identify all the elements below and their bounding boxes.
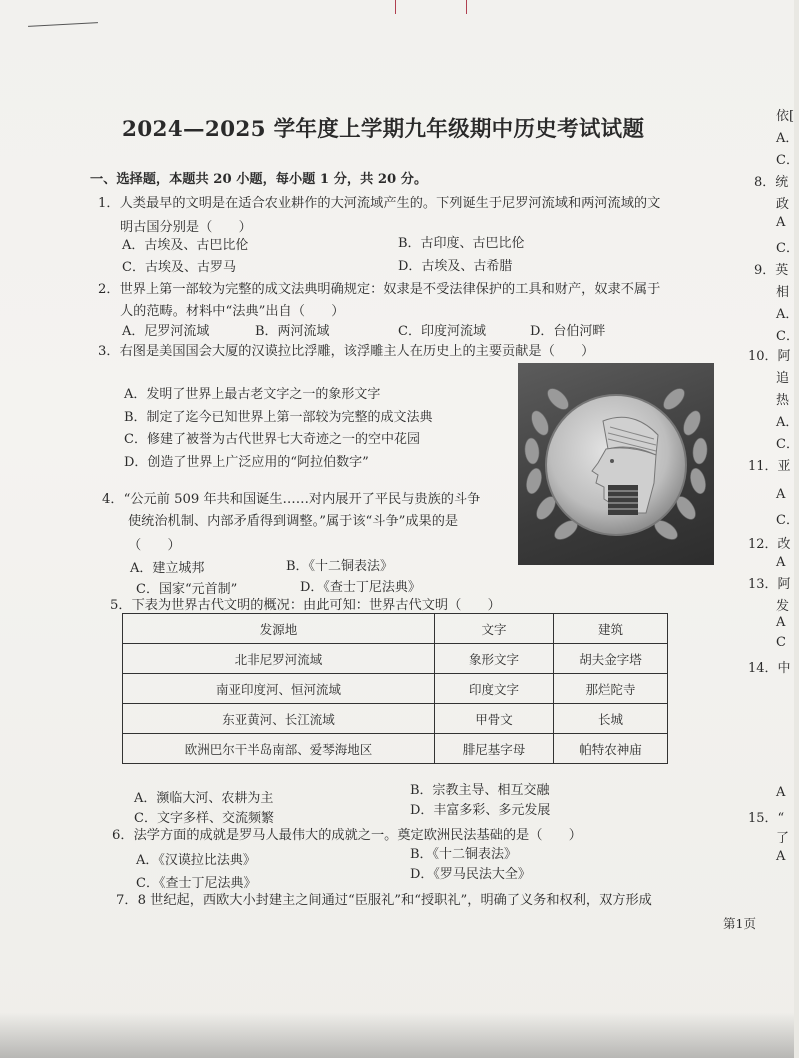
fragment-text: C． (776, 329, 799, 344)
hammurabi-relief-image (518, 363, 714, 565)
q3-option-b: B．制定了迄今已知世界上第一部较为完整的成文法典 (124, 410, 433, 425)
q4-stem-cont2: （ ） (128, 538, 181, 553)
fragment-text: 12．改 (748, 537, 791, 552)
table-header-cell: 发源地 (123, 614, 435, 644)
fragment-text: 发 (776, 599, 790, 614)
table-header-row (123, 614, 668, 644)
page-number: 第1页 (723, 916, 756, 931)
table-cell: 象形文字 (435, 644, 554, 674)
q4-stem: 4．“公元前 509 年共和国诞生……对内展开了平民与贵族的斗争 (102, 492, 481, 507)
fragment-text: C． (776, 153, 799, 168)
q5-option-d: D．丰富多彩、多元发展 (410, 803, 551, 818)
q6-option-b: B．《十二铜表法》 (410, 847, 518, 862)
table-row (123, 734, 668, 764)
table-cell: 欧洲巴尔干半岛南部、爱琴海地区 (123, 734, 435, 764)
fragment-text: 相 (776, 285, 790, 300)
fragment-text: A (776, 785, 786, 800)
bottom-shadow (0, 1012, 794, 1058)
q1-option-b: B．古印度、古巴比伦 (398, 236, 525, 251)
fragment-text: 追 (776, 371, 790, 386)
civilizations-table (122, 613, 668, 764)
relief-portrait-icon (518, 363, 714, 565)
top-edge-line (28, 22, 98, 27)
fragment-text: A (776, 615, 786, 630)
q1-option-a: A．古埃及、古巴比伦 (122, 238, 249, 253)
fragment-text: A (776, 555, 786, 570)
fragment-text: A (776, 487, 786, 502)
q1-stem-cont: 明古国分别是（ ） (120, 220, 252, 235)
q1-option-c: C．古埃及、古罗马 (122, 260, 236, 275)
table-row (123, 704, 668, 734)
fragment-text: 热 (776, 393, 790, 408)
fragment-text: A． (776, 415, 799, 430)
table-cell: 东亚黄河、长江流域 (123, 704, 435, 734)
fragment-text: 13．阿 (748, 577, 791, 592)
table-cell: 北非尼罗河流域 (123, 644, 435, 674)
q1-option-d: D．古埃及、古希腊 (398, 259, 513, 274)
q6-option-a: A．《汉谟拉比法典》 (136, 853, 256, 868)
top-edge-mark (395, 0, 467, 14)
q5-stem: 5．下表为世界古代文明的概况：由此可知：世界古代文明（ ） (110, 598, 501, 613)
q1-stem: 1．人类最早的文明是在适合农业耕作的大河流域产生的。下列诞生于尼罗河流域和两河流域的文 (98, 196, 661, 211)
table-row (123, 644, 668, 674)
fragment-text: 10．阿 (748, 349, 791, 364)
fragment-text: C． (776, 513, 799, 528)
table-cell: 胡夫金字塔 (554, 644, 668, 674)
fragment-text: 政 (776, 197, 790, 212)
fragment-text: 8．统 (754, 175, 789, 190)
table-cell: 帕特农神庙 (554, 734, 668, 764)
fragment-text: 9．英 (754, 263, 789, 278)
fragment-text: A． (776, 131, 799, 146)
table-cell: 那烂陀寺 (554, 674, 668, 704)
fragment-text: A (776, 215, 786, 230)
q5-option-a: A．濒临大河、农耕为主 (134, 791, 274, 806)
q6-option-d: D．《罗马民法大全》 (410, 867, 531, 882)
q4-option-a: A．建立城邦 (130, 561, 205, 576)
fragment-text: A． (776, 307, 799, 322)
q5-option-b: B．宗教主导、相互交融 (410, 783, 550, 798)
q2-option-c: C．印度河流域 (398, 324, 486, 339)
fragment-text: 15．“ (748, 811, 785, 826)
q4-stem-cont: 使统治机制、内部矛盾得到调整。”属于该“斗争”成果的是 (128, 514, 459, 529)
table-header-cell: 建筑 (554, 614, 668, 644)
fragment-text: 依[ (776, 109, 795, 124)
fragment-text: C． (776, 241, 799, 256)
section-header: 一、选择题，本题共 20 小题，每小题 1 分，共 20 分。 (90, 172, 428, 187)
fragment-text: 14．中 (748, 661, 791, 676)
q2-option-b: B．两河流域 (255, 324, 330, 339)
fragment-text: A (776, 849, 786, 864)
q5-option-c: C．文字多样、交流频繁 (134, 811, 274, 826)
q2-option-a: A．尼罗河流域 (122, 324, 210, 339)
q6-stem: 6．法学方面的成就是罗马人最伟大的成就之一。奠定欧洲民法基础的是（ ） (112, 828, 582, 843)
table-cell: 印度文字 (435, 674, 554, 704)
q4-option-c: C．国家“元首制” (136, 582, 238, 597)
table-cell: 腓尼基字母 (435, 734, 554, 764)
q3-option-c: C．修建了被誉为古代世界七大奇迹之一的空中花园 (124, 432, 420, 447)
fragment-text: C (776, 635, 786, 650)
table-cell: 南亚印度河、恒河流域 (123, 674, 435, 704)
q4-option-d: D．《查士丁尼法典》 (300, 580, 421, 595)
q3-stem: 3．右图是美国国会大厦的汉谟拉比浮雕，该浮雕主人在历史上的主要贡献是（ ） (98, 344, 595, 359)
q2-option-d: D．台伯河畔 (530, 324, 606, 339)
q2-stem: 2．世界上第一部较为完整的成文法典明确规定：奴隶是不受法律保护的工具和财产，奴隶不属于 (98, 282, 661, 297)
exam-title: 2024—2025 学年度上学期九年级期中历史考试试题 (122, 117, 645, 142)
next-page-sliver (740, 95, 799, 955)
q6-option-c: C．《查士丁尼法典》 (136, 876, 257, 891)
table-header-cell: 文字 (435, 614, 554, 644)
q3-option-a: A．发明了世界上最古老文字之一的象形文字 (124, 387, 381, 402)
fragment-text: 11．亚 (748, 459, 791, 474)
fragment-text: 了 (776, 831, 790, 846)
q7-stem: 7．8 世纪起，西欧大小封建主之间通过“臣服礼”和“授职礼”，明确了义务和权利，双方形成 (116, 893, 652, 908)
fragment-text: C． (776, 437, 799, 452)
table-cell: 甲骨文 (435, 704, 554, 734)
q2-stem-cont: 人的范畴。材料中“法典”出自（ ） (120, 304, 345, 319)
q4-option-b: B．《十二铜表法》 (286, 559, 394, 574)
q3-option-d: D．创造了世界上广泛应用的“阿拉伯数字” (124, 455, 369, 470)
table-cell: 长城 (554, 704, 668, 734)
table-row (123, 674, 668, 704)
